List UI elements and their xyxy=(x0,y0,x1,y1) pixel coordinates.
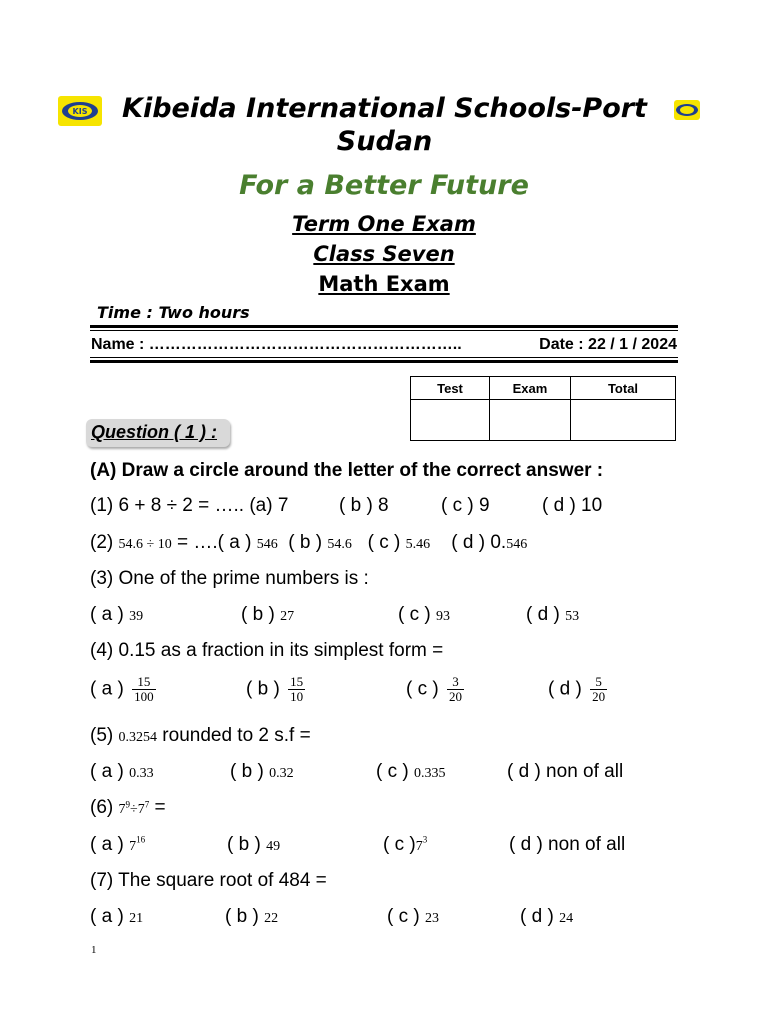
q2-option-a[interactable]: 546 xyxy=(256,537,278,552)
q3-option-a[interactable] xyxy=(90,604,143,626)
q7-option-a-value[interactable]: 21 xyxy=(129,911,144,926)
q5-option-a-value[interactable]: 0.33 xyxy=(129,766,154,781)
q7-option-a-label[interactable]: ( a ) xyxy=(90,906,124,927)
instruction: (A) Draw a circle around the letter of the correct answer : xyxy=(90,460,604,481)
q1-option-d[interactable]: ( d ) 10 xyxy=(542,495,603,516)
divider-top-thick xyxy=(90,325,678,328)
q4-option-b-label[interactable]: ( b ) xyxy=(246,678,280,700)
fraction-numerator: 15 xyxy=(132,675,156,690)
question-title: Question ( 1 ) : xyxy=(91,422,217,442)
question-badge xyxy=(86,419,230,447)
q1-text-a: (1) 6 + 8 ÷ 2 = ….. (a) 7 xyxy=(90,495,289,516)
q7-option-b-value[interactable]: 22 xyxy=(264,911,279,926)
exam-subject: Math Exam xyxy=(318,272,450,296)
q5-option-c-value[interactable]: 0.335 xyxy=(414,766,446,781)
q6-base-2: 7 xyxy=(137,802,145,817)
q2-line xyxy=(90,532,527,554)
q1-option-b[interactable]: ( b ) 8 xyxy=(339,495,389,516)
fraction-denominator: 10 xyxy=(290,689,304,704)
fraction-numerator: 3 xyxy=(447,675,464,690)
q4-option-a-label[interactable]: ( a ) xyxy=(90,678,124,700)
q6-stem xyxy=(90,797,166,819)
q5-option-b-label[interactable]: ( b ) xyxy=(230,761,264,782)
q6-operator: ÷ xyxy=(130,802,138,817)
q7-option-d-label[interactable]: ( d ) xyxy=(520,906,554,927)
q4-option-d-fraction[interactable] xyxy=(590,675,607,704)
q6-exponent-1: 9 xyxy=(125,799,131,810)
q6-option-b-label[interactable]: ( b ) xyxy=(227,834,261,855)
exam-date: Date : 22 / 1 / 2024 xyxy=(539,336,677,353)
q2-option-c-label[interactable]: ( c ) xyxy=(367,532,401,553)
exam-class: Class Seven xyxy=(313,242,455,266)
school-logo-left xyxy=(58,96,102,126)
q4-stem: (4) 0.15 as a fraction in its simplest form = xyxy=(90,640,444,661)
q3-option-b-label[interactable]: ( b ) xyxy=(241,604,275,625)
q4-option-a-fraction[interactable] xyxy=(132,675,156,704)
q6-option-d[interactable]: ( d ) non of all xyxy=(509,834,626,855)
q3-option-c-value[interactable]: 93 xyxy=(436,609,450,624)
grades-cell-exam[interactable] xyxy=(490,400,571,441)
q4-option-c[interactable] xyxy=(406,675,464,704)
divider-bottom-thick xyxy=(90,360,678,363)
grades-table xyxy=(410,376,676,441)
student-name-field: Name : ………………………………………………….. xyxy=(91,336,462,353)
q7-option-c-label[interactable]: ( c ) xyxy=(387,906,420,927)
q7-option-d[interactable] xyxy=(520,906,573,928)
school-logo-right-graphic xyxy=(674,100,700,120)
q6-option-c[interactable] xyxy=(383,834,427,856)
q5-option-c-label[interactable]: ( c ) xyxy=(376,761,409,782)
q5-prefix: (5) xyxy=(90,725,114,746)
exam-term: Term One Exam xyxy=(292,212,476,236)
q4-option-c-fraction[interactable] xyxy=(447,675,464,704)
q2-expression: 54.6 ÷ 10 xyxy=(118,537,172,552)
q4-option-c-label[interactable]: ( c ) xyxy=(406,678,439,700)
q5-option-a-label[interactable]: ( a ) xyxy=(90,761,124,782)
school-name: Kibeida International Schools-Port Sudan xyxy=(122,93,647,157)
q6-option-a[interactable] xyxy=(90,834,145,856)
q5-value: 0.3254 xyxy=(118,730,158,745)
q5-option-b[interactable] xyxy=(230,761,294,783)
q7-option-a[interactable] xyxy=(90,906,143,928)
q6-option-b-value[interactable]: 49 xyxy=(266,839,281,854)
q7-option-d-value[interactable]: 24 xyxy=(559,911,574,926)
fraction-denominator: 100 xyxy=(134,689,154,704)
q6-option-c-label[interactable]: ( c ) xyxy=(383,834,416,855)
q7-option-c-value[interactable]: 23 xyxy=(425,911,439,926)
q6-exponent-2: 7 xyxy=(144,799,150,810)
q5-option-a[interactable] xyxy=(90,761,154,783)
q3-option-d[interactable] xyxy=(526,604,579,626)
q7-option-b-label[interactable]: ( b ) xyxy=(225,906,259,927)
q4-option-b-fraction[interactable] xyxy=(288,675,305,704)
q3-option-d-label[interactable]: ( d ) xyxy=(526,604,560,625)
q3-option-d-value[interactable]: 53 xyxy=(565,609,580,624)
q4-option-a[interactable] xyxy=(90,675,156,704)
q4-option-d-label[interactable]: ( d ) xyxy=(548,678,582,700)
grades-cell-test[interactable] xyxy=(411,400,490,441)
q3-stem: (3) One of the prime numbers is : xyxy=(90,568,369,589)
exam-time: Time : Two hours xyxy=(97,303,250,322)
logo-text: KIS xyxy=(72,107,88,116)
q5-option-c[interactable] xyxy=(376,761,446,783)
q2-option-d-label[interactable]: ( d ) 0. xyxy=(451,532,507,553)
q6-base-1: 7 xyxy=(118,802,126,817)
q6-option-b[interactable] xyxy=(227,834,280,856)
q6-suffix: = xyxy=(154,797,166,818)
q7-option-b[interactable] xyxy=(225,906,278,928)
q6-option-c-exponent[interactable]: 3 xyxy=(422,834,428,845)
fraction-numerator: 5 xyxy=(590,675,607,690)
q3-option-b[interactable] xyxy=(241,604,294,626)
q5-option-b-value[interactable]: 0.32 xyxy=(269,766,294,781)
q4-option-d[interactable] xyxy=(548,675,607,704)
q5-option-d[interactable]: ( d ) non of all xyxy=(507,761,624,782)
divider-top-thin xyxy=(90,330,678,331)
q3-option-b-value[interactable]: 27 xyxy=(280,609,295,624)
q2-option-c[interactable]: 5.46 xyxy=(405,537,431,552)
q5-stem xyxy=(90,725,311,747)
q1-stem xyxy=(90,495,288,517)
grades-cell-total[interactable] xyxy=(571,400,676,441)
q5-suffix: rounded to 2 s.f = xyxy=(162,725,311,746)
q3-option-a-label[interactable]: ( a ) xyxy=(90,604,124,625)
q2-option-b[interactable]: 54.6 xyxy=(327,537,352,552)
q3-option-c[interactable] xyxy=(398,604,450,626)
page-number: 1 xyxy=(91,944,97,956)
q6-option-c-base[interactable]: 7 xyxy=(415,839,423,854)
fraction-denominator: 20 xyxy=(449,689,462,704)
q6-prefix: (6) xyxy=(90,797,114,818)
q6-option-a-base[interactable]: 7 xyxy=(129,839,137,854)
grades-header-total: Total xyxy=(571,377,676,400)
school-logo-left-graphic xyxy=(58,96,102,126)
fraction-numerator: 15 xyxy=(290,674,304,689)
q7-stem: (7) The square root of 484 = xyxy=(90,870,327,891)
divider-bottom-thin xyxy=(90,357,678,358)
grades-header-exam: Exam xyxy=(490,377,571,400)
q6-expression xyxy=(118,799,150,817)
q7-option-c[interactable] xyxy=(387,906,439,928)
q3-option-a-value[interactable]: 39 xyxy=(129,609,144,624)
school-motto: For a Better Future xyxy=(239,170,529,201)
q2-option-a-label[interactable]: = ….( a ) xyxy=(176,532,252,553)
school-logo-right xyxy=(674,100,700,120)
q6-option-a-label[interactable]: ( a ) xyxy=(90,834,124,855)
q3-option-c-label[interactable]: ( c ) xyxy=(398,604,431,625)
q2-prefix: (2) xyxy=(90,532,114,553)
q2-option-b-label[interactable]: ( b ) xyxy=(288,532,323,553)
grades-header-test: Test xyxy=(411,377,490,400)
q2-option-d[interactable]: 546 xyxy=(506,537,528,552)
q4-option-b[interactable] xyxy=(246,675,305,704)
q6-option-a-exponent[interactable]: 16 xyxy=(136,834,146,845)
fraction-denominator: 20 xyxy=(592,689,606,704)
q1-option-c[interactable]: ( c ) 9 xyxy=(441,495,490,516)
